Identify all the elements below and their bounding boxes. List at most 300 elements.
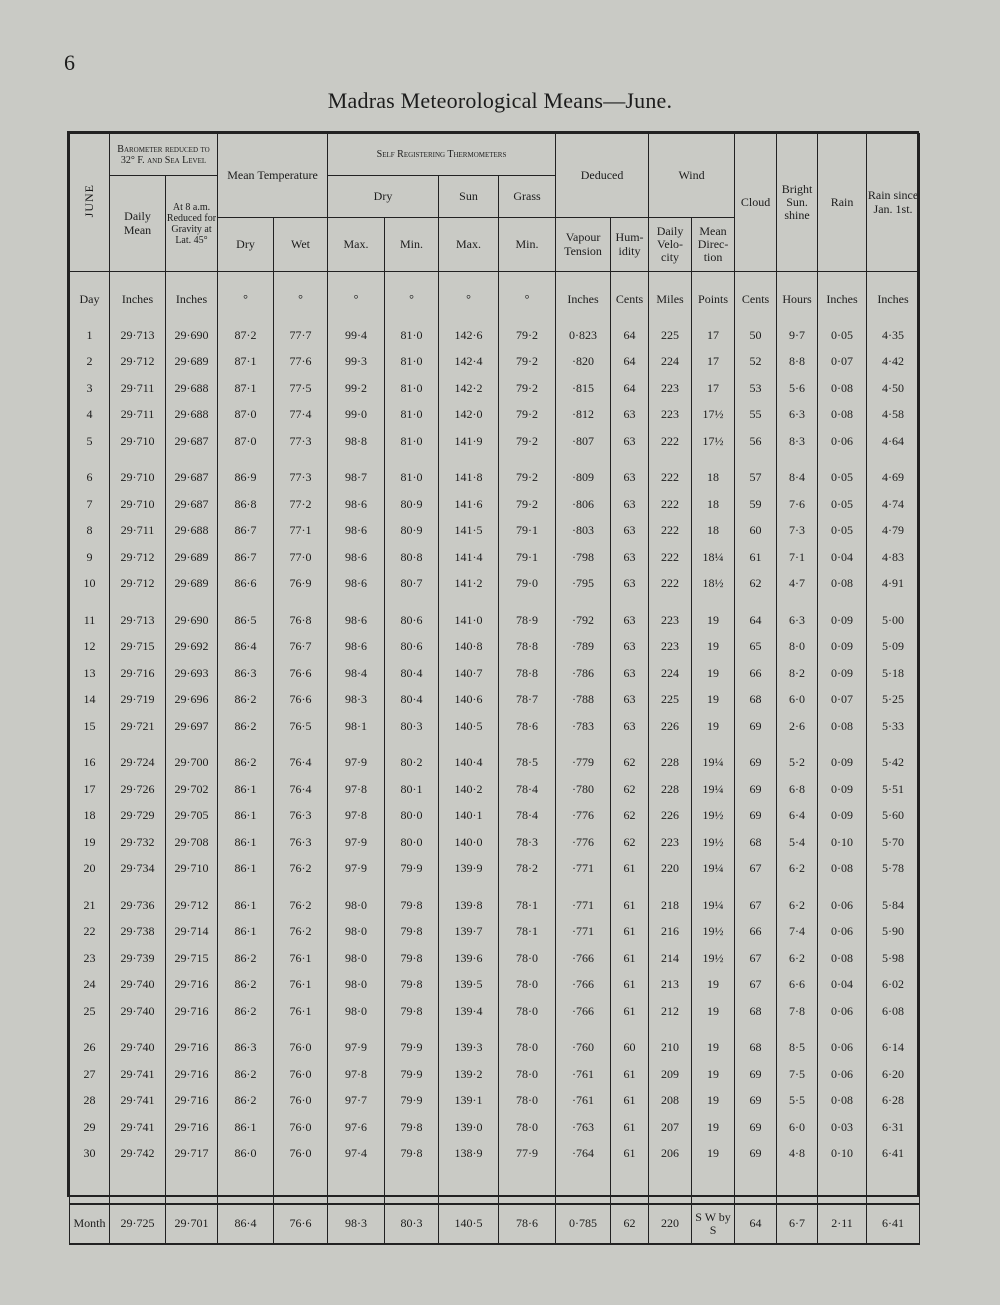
table-cell: 86·4 bbox=[218, 634, 274, 661]
table-cell bbox=[867, 740, 920, 750]
table-cell: 6·2 bbox=[777, 856, 818, 883]
table-cell: 66 bbox=[735, 919, 777, 946]
table-cell: 67 bbox=[735, 945, 777, 972]
table-cell: 29·732 bbox=[110, 829, 166, 856]
table-cell: ·803 bbox=[556, 518, 611, 545]
page-number: 6 bbox=[64, 50, 75, 75]
table-cell bbox=[818, 1167, 867, 1204]
table-cell: 19¼ bbox=[692, 892, 735, 919]
table-cell bbox=[777, 455, 818, 465]
table-cell: 78·0 bbox=[499, 972, 556, 999]
table-cell: ·786 bbox=[556, 660, 611, 687]
table-cell: 76·5 bbox=[274, 713, 328, 740]
table-cell: 29·719 bbox=[110, 687, 166, 714]
table-cell: 78·6 bbox=[499, 1204, 556, 1244]
table-cell bbox=[166, 455, 218, 465]
table-cell: 86·9 bbox=[218, 465, 274, 492]
table-cell: 29·713 bbox=[110, 322, 166, 349]
table-cell: 5·84 bbox=[867, 892, 920, 919]
table-cell: 140·4 bbox=[439, 750, 499, 777]
table-cell: 140·8 bbox=[439, 634, 499, 661]
table-cell: 4·8 bbox=[777, 1141, 818, 1168]
table-cell bbox=[166, 597, 218, 607]
table-cell: 29·712 bbox=[110, 544, 166, 571]
table-cell bbox=[649, 455, 692, 465]
table-cell: 19½ bbox=[692, 945, 735, 972]
table-cell: 15 bbox=[70, 713, 110, 740]
table-cell: 78·1 bbox=[499, 919, 556, 946]
table-cell: 19½ bbox=[692, 919, 735, 946]
table-cell: 6·3 bbox=[777, 607, 818, 634]
table-cell: 29·734 bbox=[110, 856, 166, 883]
table-cell: 61 bbox=[611, 1141, 649, 1168]
table-cell: 223 bbox=[649, 375, 692, 402]
table-cell: 76·0 bbox=[274, 1114, 328, 1141]
table-cell: 139·1 bbox=[439, 1088, 499, 1115]
table-cell bbox=[777, 1025, 818, 1035]
table-cell: 29·705 bbox=[166, 803, 218, 830]
table-cell: 86·2 bbox=[218, 713, 274, 740]
table-row bbox=[70, 972, 920, 999]
table-cell: 79·2 bbox=[499, 349, 556, 376]
table-cell: 97·4 bbox=[328, 1141, 385, 1168]
table-cell: 67 bbox=[735, 856, 777, 883]
table-cell: 99·0 bbox=[328, 402, 385, 429]
header-mean-temperature: Mean Temperature bbox=[218, 134, 328, 218]
table-cell: 28 bbox=[70, 1088, 110, 1115]
table-cell: 29·742 bbox=[110, 1141, 166, 1168]
table-cell: 19¼ bbox=[692, 750, 735, 777]
table-cell: 81·0 bbox=[385, 349, 439, 376]
table-cell: 141·5 bbox=[439, 518, 499, 545]
table-cell: 86·1 bbox=[218, 919, 274, 946]
table-cell: 80·0 bbox=[385, 829, 439, 856]
table-cell: 19 bbox=[692, 660, 735, 687]
table-cell bbox=[692, 1167, 735, 1204]
table-cell bbox=[692, 882, 735, 892]
table-cell bbox=[499, 597, 556, 607]
table-cell bbox=[328, 882, 385, 892]
table-cell: 29·716 bbox=[166, 1035, 218, 1062]
table-cell: 5·4 bbox=[777, 829, 818, 856]
table-cell: ·776 bbox=[556, 803, 611, 830]
table-cell: 50 bbox=[735, 322, 777, 349]
table-cell: 0·10 bbox=[818, 1141, 867, 1168]
table-cell: 138·9 bbox=[439, 1141, 499, 1168]
table-cell: 86·2 bbox=[218, 1061, 274, 1088]
table-cell: 52 bbox=[735, 349, 777, 376]
table-cell: 29·697 bbox=[166, 713, 218, 740]
table-cell: 29·693 bbox=[166, 660, 218, 687]
table-cell: 0·10 bbox=[818, 829, 867, 856]
table-cell: 6·14 bbox=[867, 1035, 920, 1062]
table-cell: 4·64 bbox=[867, 428, 920, 455]
table-cell: 80·6 bbox=[385, 634, 439, 661]
table-cell: 17 bbox=[692, 322, 735, 349]
table-cell: 5·51 bbox=[867, 776, 920, 803]
table-cell: 6·3 bbox=[777, 402, 818, 429]
table-cell: 19 bbox=[70, 829, 110, 856]
table-cell bbox=[735, 882, 777, 892]
table-cell: 29·712 bbox=[110, 571, 166, 598]
table-cell bbox=[611, 1167, 649, 1204]
table-cell: 0·03 bbox=[818, 1114, 867, 1141]
table-cell: 0·04 bbox=[818, 972, 867, 999]
table-cell: 0·05 bbox=[818, 518, 867, 545]
table-cell bbox=[735, 1025, 777, 1035]
table-cell: 64 bbox=[735, 607, 777, 634]
table-cell: 0·823 bbox=[556, 322, 611, 349]
table-cell: 78·8 bbox=[499, 660, 556, 687]
table-row bbox=[70, 607, 920, 634]
table-cell: 18 bbox=[70, 803, 110, 830]
table-cell: ·766 bbox=[556, 945, 611, 972]
table-cell: 4·79 bbox=[867, 518, 920, 545]
table-cell: 76·2 bbox=[274, 856, 328, 883]
table-cell: 4·91 bbox=[867, 571, 920, 598]
table-cell bbox=[385, 455, 439, 465]
table-cell: 62 bbox=[735, 571, 777, 598]
table-cell: 25 bbox=[70, 998, 110, 1025]
table-cell: 63 bbox=[611, 713, 649, 740]
table-cell: Cents bbox=[735, 272, 777, 323]
table-cell bbox=[649, 882, 692, 892]
table-cell bbox=[692, 740, 735, 750]
table-cell: 140·0 bbox=[439, 829, 499, 856]
table-cell: 78·3 bbox=[499, 829, 556, 856]
table-cell bbox=[110, 740, 166, 750]
table-cell: 29·725 bbox=[110, 1204, 166, 1244]
table-cell: 79·8 bbox=[385, 998, 439, 1025]
table-row bbox=[70, 687, 920, 714]
table-cell: 86·7 bbox=[218, 544, 274, 571]
table-row bbox=[70, 660, 920, 687]
table-cell: 78·9 bbox=[499, 607, 556, 634]
table-cell: 7·6 bbox=[777, 491, 818, 518]
table-row bbox=[70, 1035, 920, 1062]
table-cell: 76·0 bbox=[274, 1141, 328, 1168]
table-cell: 76·0 bbox=[274, 1061, 328, 1088]
table-cell bbox=[328, 455, 385, 465]
table-cell: 80·3 bbox=[385, 1204, 439, 1244]
table-row bbox=[70, 571, 920, 598]
table-cell: 24 bbox=[70, 972, 110, 999]
table-cell: 79·8 bbox=[385, 1141, 439, 1168]
table-cell: 5·90 bbox=[867, 919, 920, 946]
table-cell: 61 bbox=[611, 1114, 649, 1141]
table-cell: 86·1 bbox=[218, 803, 274, 830]
table-cell: 142·2 bbox=[439, 375, 499, 402]
table-cell: 81·0 bbox=[385, 375, 439, 402]
table-cell: 98·6 bbox=[328, 491, 385, 518]
table-cell: 98·0 bbox=[328, 972, 385, 999]
table-cell: 86·2 bbox=[218, 687, 274, 714]
table-cell: 77·5 bbox=[274, 375, 328, 402]
table-cell: Inches bbox=[867, 272, 920, 323]
table-cell bbox=[328, 597, 385, 607]
table-cell: 2 bbox=[70, 349, 110, 376]
table-cell: 0·08 bbox=[818, 571, 867, 598]
table-cell: 29·689 bbox=[166, 571, 218, 598]
table-cell: 0·06 bbox=[818, 892, 867, 919]
table-cell: 86·3 bbox=[218, 660, 274, 687]
table-cell: 97·8 bbox=[328, 1061, 385, 1088]
table-cell: 77·4 bbox=[274, 402, 328, 429]
table-cell bbox=[611, 597, 649, 607]
table-cell: 7·5 bbox=[777, 1061, 818, 1088]
table-cell bbox=[818, 1025, 867, 1035]
table-cell: 0·08 bbox=[818, 1088, 867, 1115]
table-cell: 86·1 bbox=[218, 856, 274, 883]
table-cell: 78·0 bbox=[499, 945, 556, 972]
header-daily-velocity: Daily Velo- city bbox=[649, 218, 692, 272]
table-cell: ·776 bbox=[556, 829, 611, 856]
table-cell: 29·741 bbox=[110, 1061, 166, 1088]
table-cell: 76·1 bbox=[274, 945, 328, 972]
table-cell bbox=[70, 455, 110, 465]
table-cell: 0·05 bbox=[818, 465, 867, 492]
table-cell: 29·701 bbox=[166, 1204, 218, 1244]
table-cell bbox=[70, 597, 110, 607]
table-cell: 69 bbox=[735, 1061, 777, 1088]
table-cell: 86·4 bbox=[218, 1204, 274, 1244]
table-cell: 0·08 bbox=[818, 375, 867, 402]
table-cell: 29·710 bbox=[110, 465, 166, 492]
units-row bbox=[70, 272, 920, 323]
table-cell bbox=[777, 1167, 818, 1204]
table-cell: ·763 bbox=[556, 1114, 611, 1141]
table-cell: 222 bbox=[649, 491, 692, 518]
table-cell: 97·8 bbox=[328, 803, 385, 830]
table-cell: 17 bbox=[70, 776, 110, 803]
table-cell: 76·0 bbox=[274, 1088, 328, 1115]
table-cell bbox=[328, 740, 385, 750]
table-cell: 78·0 bbox=[499, 1061, 556, 1088]
table-cell bbox=[218, 882, 274, 892]
table-cell: ·766 bbox=[556, 998, 611, 1025]
table-cell: ·771 bbox=[556, 856, 611, 883]
table-cell: 62 bbox=[611, 750, 649, 777]
table-cell bbox=[385, 882, 439, 892]
table-cell bbox=[70, 1025, 110, 1035]
table-cell: 80·8 bbox=[385, 544, 439, 571]
table-cell bbox=[777, 597, 818, 607]
table-cell: 77·7 bbox=[274, 322, 328, 349]
table-cell bbox=[818, 882, 867, 892]
table-cell bbox=[611, 740, 649, 750]
table-row bbox=[70, 518, 920, 545]
header-humidity: Hum- idity bbox=[611, 218, 649, 272]
header-sun-max: Max. bbox=[439, 218, 499, 272]
table-cell: 18 bbox=[692, 491, 735, 518]
table-cell: 29·715 bbox=[166, 945, 218, 972]
table-cell bbox=[70, 740, 110, 750]
table-cell: ·764 bbox=[556, 1141, 611, 1168]
table-cell: 87·1 bbox=[218, 349, 274, 376]
table-cell: 77·3 bbox=[274, 465, 328, 492]
table-cell bbox=[777, 882, 818, 892]
table-cell: Inches bbox=[166, 272, 218, 323]
table-cell: 69 bbox=[735, 750, 777, 777]
table-cell: 78·2 bbox=[499, 856, 556, 883]
table-cell: 140·2 bbox=[439, 776, 499, 803]
table-cell: 56 bbox=[735, 428, 777, 455]
table-cell: 61 bbox=[735, 544, 777, 571]
table-cell: 5·42 bbox=[867, 750, 920, 777]
table-cell: 0·06 bbox=[818, 1035, 867, 1062]
table-cell: S W by S bbox=[692, 1204, 735, 1244]
table-cell: 29·712 bbox=[110, 349, 166, 376]
table-cell: Miles bbox=[649, 272, 692, 323]
table-cell bbox=[70, 882, 110, 892]
table-cell: 78·7 bbox=[499, 687, 556, 714]
table-cell: ·788 bbox=[556, 687, 611, 714]
table-cell: 98·0 bbox=[328, 892, 385, 919]
table-cell: 78·5 bbox=[499, 750, 556, 777]
table-cell: 78·0 bbox=[499, 998, 556, 1025]
table-cell: 4·35 bbox=[867, 322, 920, 349]
table-cell: 141·8 bbox=[439, 465, 499, 492]
table-cell: 76·7 bbox=[274, 634, 328, 661]
table-cell: 79·2 bbox=[499, 322, 556, 349]
table-cell: ·779 bbox=[556, 750, 611, 777]
table-cell: 98·8 bbox=[328, 428, 385, 455]
table-row bbox=[70, 402, 920, 429]
table-cell: 79·2 bbox=[499, 491, 556, 518]
table-cell: 6·6 bbox=[777, 972, 818, 999]
table-cell: 29·689 bbox=[166, 544, 218, 571]
table-cell: 97·9 bbox=[328, 1035, 385, 1062]
table-cell bbox=[556, 597, 611, 607]
table-cell: 79·9 bbox=[385, 1088, 439, 1115]
table-cell bbox=[439, 882, 499, 892]
table-cell: 19½ bbox=[692, 803, 735, 830]
table-cell: 80·1 bbox=[385, 776, 439, 803]
table-cell: 0·05 bbox=[818, 322, 867, 349]
table-cell: 23 bbox=[70, 945, 110, 972]
table-cell: 140·5 bbox=[439, 1204, 499, 1244]
table-cell: 79·0 bbox=[499, 571, 556, 598]
table-cell: ·783 bbox=[556, 713, 611, 740]
table-cell: 98·3 bbox=[328, 1204, 385, 1244]
table-cell: ·771 bbox=[556, 892, 611, 919]
table-cell: 220 bbox=[649, 1204, 692, 1244]
table-cell: 10 bbox=[70, 571, 110, 598]
table-cell: 98·0 bbox=[328, 919, 385, 946]
table-cell bbox=[274, 740, 328, 750]
table-cell: 5·25 bbox=[867, 687, 920, 714]
table-cell: 222 bbox=[649, 518, 692, 545]
table-cell: 86·2 bbox=[218, 750, 274, 777]
table-cell bbox=[692, 597, 735, 607]
meteorological-table bbox=[69, 133, 920, 1245]
table-cell: 63 bbox=[611, 518, 649, 545]
table-cell: 222 bbox=[649, 465, 692, 492]
table-cell: 29·740 bbox=[110, 998, 166, 1025]
table-cell: 29·717 bbox=[166, 1141, 218, 1168]
table-cell: 76·4 bbox=[274, 776, 328, 803]
table-cell: 98·4 bbox=[328, 660, 385, 687]
table-cell: Cents bbox=[611, 272, 649, 323]
table-cell bbox=[692, 1025, 735, 1035]
table-cell: 61 bbox=[611, 945, 649, 972]
table-cell bbox=[867, 882, 920, 892]
table-cell bbox=[439, 740, 499, 750]
table-cell bbox=[110, 1025, 166, 1035]
table-cell: 0·05 bbox=[818, 491, 867, 518]
table-cell: 226 bbox=[649, 803, 692, 830]
table-row bbox=[70, 349, 920, 376]
table-cell: 79·9 bbox=[385, 1061, 439, 1088]
table-cell: 29·689 bbox=[166, 349, 218, 376]
table-cell: 77·3 bbox=[274, 428, 328, 455]
table-cell: 29·711 bbox=[110, 402, 166, 429]
table-cell: 5·09 bbox=[867, 634, 920, 661]
table-cell: 206 bbox=[649, 1141, 692, 1168]
table-cell: 19 bbox=[692, 998, 735, 1025]
table-cell: ° bbox=[274, 272, 328, 323]
table-cell: 80·4 bbox=[385, 660, 439, 687]
table-body bbox=[70, 272, 920, 1245]
table-cell: ° bbox=[439, 272, 499, 323]
table-cell: 76·0 bbox=[274, 1035, 328, 1062]
table-cell: 5·6 bbox=[777, 375, 818, 402]
table-cell: 0·09 bbox=[818, 750, 867, 777]
table-cell: 6·28 bbox=[867, 1088, 920, 1115]
table-cell bbox=[110, 455, 166, 465]
table-cell: 81·0 bbox=[385, 322, 439, 349]
table-cell: 62 bbox=[611, 1204, 649, 1244]
table-cell: 79·8 bbox=[385, 1114, 439, 1141]
table-cell bbox=[867, 1025, 920, 1035]
table-cell: 87·0 bbox=[218, 428, 274, 455]
table-cell: 6·8 bbox=[777, 776, 818, 803]
table-cell: 7·1 bbox=[777, 544, 818, 571]
table-cell: 76·3 bbox=[274, 829, 328, 856]
table-cell bbox=[735, 740, 777, 750]
table-cell bbox=[499, 882, 556, 892]
table-cell bbox=[385, 740, 439, 750]
table-cell: 6·0 bbox=[777, 1114, 818, 1141]
table-cell: 64 bbox=[611, 322, 649, 349]
table-row bbox=[70, 713, 920, 740]
table-cell: 0·07 bbox=[818, 687, 867, 714]
table-cell: 222 bbox=[649, 544, 692, 571]
table-cell: 139·3 bbox=[439, 1035, 499, 1062]
table-cell: ·780 bbox=[556, 776, 611, 803]
header-daily-mean: Daily Mean bbox=[110, 176, 166, 272]
header-self-registering: Self Registering Thermometers bbox=[328, 134, 556, 176]
table-cell: 76·6 bbox=[274, 1204, 328, 1244]
table-cell: 79·2 bbox=[499, 402, 556, 429]
group-gap bbox=[70, 882, 920, 892]
table-cell: 2·6 bbox=[777, 713, 818, 740]
table-cell: 61 bbox=[611, 919, 649, 946]
table-cell: ·795 bbox=[556, 571, 611, 598]
table-cell bbox=[649, 1167, 692, 1204]
table-row bbox=[70, 544, 920, 571]
table-cell bbox=[611, 882, 649, 892]
table-cell: 76·2 bbox=[274, 919, 328, 946]
table-cell: 228 bbox=[649, 776, 692, 803]
table-cell: 29·721 bbox=[110, 713, 166, 740]
table-cell: Inches bbox=[110, 272, 166, 323]
table-cell bbox=[556, 1025, 611, 1035]
table-cell: ° bbox=[328, 272, 385, 323]
table-cell: 86·2 bbox=[218, 1088, 274, 1115]
table-cell: 139·0 bbox=[439, 1114, 499, 1141]
table-cell: 29·738 bbox=[110, 919, 166, 946]
